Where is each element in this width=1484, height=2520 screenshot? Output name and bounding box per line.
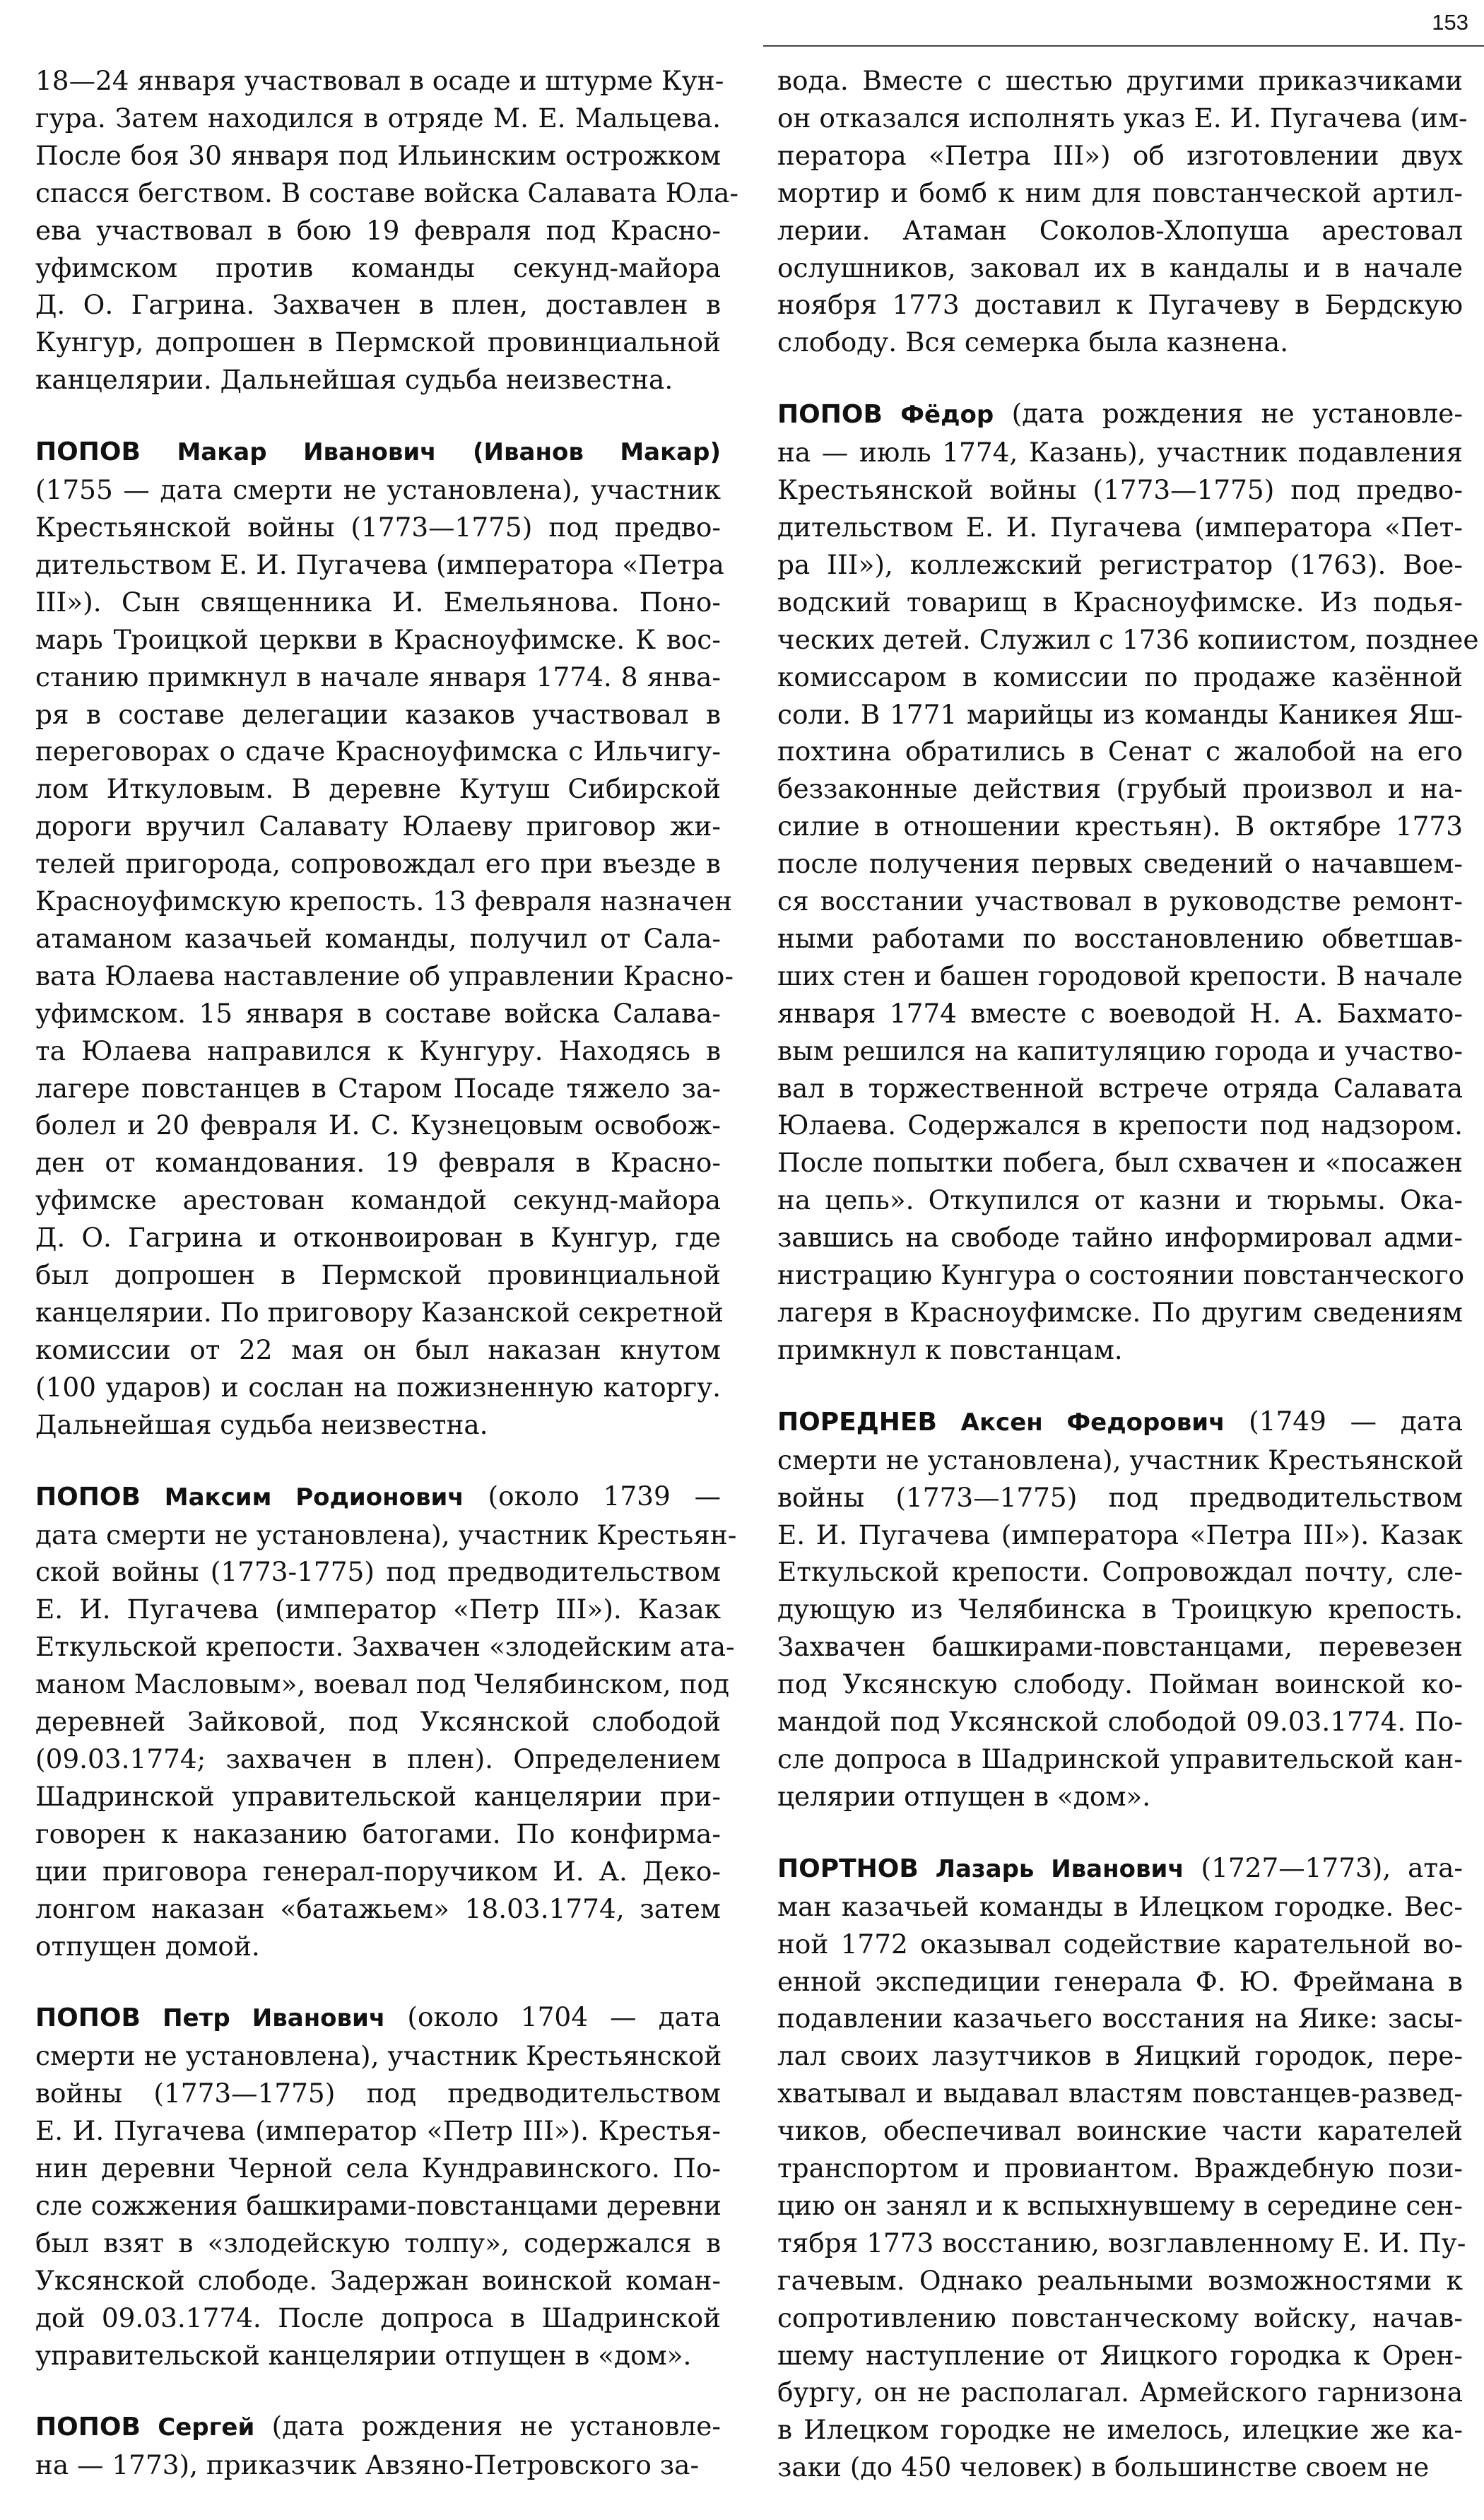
entry-given-name: Аксен Федорович [960, 1408, 1225, 1437]
text-line: подавлении казачьего восстания на Яике: засы- [777, 2003, 1463, 2035]
text-line: был взят в «злодейскую толпу», содержался в [35, 2227, 721, 2259]
text-line: После попытки побега, был схвачен и «посажен [777, 1147, 1463, 1179]
text-line: лагеря в Красноуфимске. По другим сведениям [777, 1297, 1463, 1328]
text-line: ческих детей. Служил с 1736 копиистом, позднее [777, 623, 1479, 655]
text-line: соли. В 1771 марийцы из команды Каникея Яш- [777, 698, 1463, 730]
text-line: 18—24 января участвовал в осаде и штурме Кун- [35, 65, 724, 96]
text-line: ман казачьей команды в Илецком городке. Вес- [777, 1890, 1463, 1922]
text-line: вым решился на капитуляцию города и участво- [777, 1035, 1463, 1066]
entry-text: (дата рождения не установле- [254, 2410, 722, 2442]
text-line: Крестьянской войны (1773—1775) под предво- [35, 511, 721, 543]
text-line: войны (1773—1775) под предводительством [35, 2078, 721, 2109]
text-line: беззаконные действия (грубый произвол и на- [777, 773, 1463, 805]
text-line: болел и 20 февраля И. С. Кузнецовым освобож- [35, 1109, 721, 1141]
text-line: на — 1773), приказчик Авзяно-Петровского за- [35, 2449, 700, 2481]
dictionary-entry [35, 432, 734, 1443]
text-line: вода. Вместе с шестью другими приказчиками [777, 65, 1463, 96]
text-line: дороги вручил Салавату Юлаеву приговор жи- [35, 811, 721, 842]
text-line: мортир и бомб к ним для повстанческой артил- [777, 177, 1463, 208]
entry-surname: ПОРТНОВ [777, 1854, 919, 1883]
text-line: слободу. Вся семерка была казнена. [777, 326, 1289, 358]
text-line: Д. О. Гагрина и отконвоирован в Кунгур, где [35, 1222, 721, 1254]
entry-given-name: Лазарь Иванович [935, 1854, 1184, 1883]
text-line: цию он занял и к вспыхнувшему в середине сен- [777, 2189, 1463, 2221]
text-line: (100 ударов) и сослан на пожизненную каторгу. [35, 1371, 721, 1403]
text-line: ших стен и башен городовой крепости. В начале [777, 960, 1463, 991]
entry-text: (дата рождения не установле- [994, 398, 1464, 430]
text-line: смерти не установлена), участник Крестьянской [35, 2040, 722, 2072]
text-line: чиков, обеспечивал воинские части карателей [777, 2115, 1463, 2147]
text-line: уфимском. 15 января в составе войска Салава- [35, 997, 721, 1029]
text-line: канцелярии. По приговору Казанской секретной [35, 1297, 724, 1328]
entry-surname: ПОПОВ [35, 2003, 141, 2033]
text-line: ослушников, заковал их в кандалы и в начале [777, 252, 1463, 283]
dictionary-entry [777, 1403, 1463, 1815]
entry-surname: ПОПОВ [35, 437, 141, 467]
text-line: хватывал и выдавал властям повстанцев-развед- [777, 2078, 1463, 2109]
entry-heading-line [35, 1998, 721, 2037]
dictionary-entry [777, 395, 1479, 1369]
text-line: уфимском против команды секунд-майора [35, 252, 721, 283]
text-line: нин деревни Черной села Кундравинского. По- [35, 2153, 721, 2184]
text-line: ря в составе делегации казаков участвовал в [35, 698, 721, 730]
header-rule [763, 45, 1484, 47]
entry-surname: ПОПОВ [35, 1482, 141, 1512]
text-line: ператора «Петра III») об изготовлении двух [777, 139, 1463, 171]
text-line: сле сожжения башкирами-повстанцами деревни [35, 2189, 722, 2221]
text-line: Крестьянской войны (1773—1775) под предво- [777, 474, 1463, 506]
text-line: енной экспедиции генерала Ф. Ю. Фреймана в [777, 1965, 1463, 1997]
text-line: ева участвовал в бою 19 февраля под Красно- [35, 214, 721, 246]
entry-surname: ПОПОВ [35, 2413, 141, 2442]
text-line: Красноуфимскую крепость. 13 февраля назначен [35, 885, 733, 917]
entry-text: (1727—1773), ата- [1184, 1851, 1463, 1883]
entry-heading-line [777, 395, 1463, 434]
entry-heading-line [35, 1478, 721, 1517]
right-column [777, 62, 1479, 2520]
text-line: гура. Затем находился в отряде М. Е. Мальцева. [35, 102, 721, 134]
text-line: сопротивлению повстанческому войску, начав- [777, 2302, 1463, 2333]
text-line: вата Юлаева наставление об управлении Красно- [35, 960, 734, 991]
text-line: в Илецком городке не имелось, илецкие же ка- [777, 2414, 1463, 2446]
text-line: ден от командования. 19 февраля в Красно- [35, 1147, 721, 1179]
text-line: сле допроса в Шадринской управительской кан- [777, 1743, 1463, 1774]
entry-heading-line [777, 1403, 1463, 1442]
text-line: шему наступление от Яицкого городка к Орен- [777, 2339, 1463, 2371]
text-line: атаманом казачьей команды, получил от Сала- [35, 922, 721, 954]
text-line: Уксянской слободе. Задержан воинской коман- [35, 2264, 721, 2296]
entry-continuation [35, 62, 738, 399]
text-line: похтина обратились в Сенат с жалобой на его [777, 736, 1463, 767]
entry-text: (около 1739 — [464, 1480, 721, 1512]
text-line: маном Масловым», воевал под Челябинском, под [35, 1668, 729, 1700]
text-line: Дальнейшая судьба неизвестна. [35, 1408, 488, 1440]
text-line: под Уксянскую слободу. Пойман воинской ко- [777, 1668, 1463, 1700]
text-line: лом Иткуловым. В деревне Кутуш Сибирской [35, 773, 721, 805]
text-line: ра III»), коллежский регистратор (1763). Вое- [777, 548, 1463, 580]
text-line: уфимске арестован командой секунд-майора [35, 1184, 721, 1216]
text-line: дата смерти не установлена), участник Крестьян- [35, 1519, 737, 1550]
entry-text: (1749 — дата [1225, 1405, 1464, 1437]
dictionary-entry [777, 1849, 1466, 2486]
text-line: дой 09.03.1774. После допроса в Шадринской [35, 2302, 721, 2333]
dictionary-entry [35, 2408, 721, 2484]
text-line: примкнул к повстанцам. [777, 1333, 1123, 1365]
text-line: комиссаром в комиссии по продаже казённой [777, 661, 1463, 693]
text-line: комиссии от 22 мая он был наказан кнутом [35, 1333, 721, 1365]
entry-given-name: Фёдор [900, 401, 994, 430]
text-line: ной 1772 оказывал содействие карательной во- [777, 1928, 1463, 1960]
text-line: силие в отношении крестьян). В октябре 1773 [777, 811, 1463, 842]
entry-surname: ПОРЕДНЕВ [777, 1407, 937, 1437]
text-line: деревней Зайковой, под Уксянской слободой [35, 1706, 721, 1738]
text-line: канцелярии. Дальнейшая судьба неизвестна. [35, 364, 673, 396]
text-line: заки (до 450 человек) в большинстве своем не [777, 2451, 1430, 2483]
text-line: та Юлаева направился к Кунгуру. Находясь в [35, 1035, 721, 1066]
text-line: после получения первых сведений о начавшем- [777, 848, 1463, 880]
text-line: Еткульской крепости. Сопровождал почту, сле- [777, 1556, 1463, 1588]
text-line: лал своих лазутчиков в Яицкий городок, пере- [777, 2040, 1463, 2072]
entry-surname: ПОПОВ [777, 400, 883, 430]
text-line: Шадринской управительской канцелярии при- [35, 1780, 721, 1812]
text-line: Е. И. Пугачева (император «Петр III»). Крестья- [35, 2115, 721, 2147]
page-number: 153 [1432, 10, 1468, 35]
text-line: лагере повстанцев в Старом Посаде тяжело за- [35, 1072, 721, 1104]
text-line: был допрошен в Пермской провинциальной [35, 1259, 721, 1291]
text-line: Е. И. Пугачева (императора «Петра III»). Казак [777, 1519, 1463, 1550]
text-line: ными работами по восстановлению обветшав- [777, 922, 1463, 954]
entry-given-name: Сергей [158, 2413, 255, 2442]
entry-heading-line [35, 432, 721, 471]
dictionary-entry [35, 1998, 721, 2374]
text-line: он отказался исполнять указ Е. И. Пугачева (им- [777, 102, 1468, 134]
text-line: дительством Е. И. Пугачева (императора «Пет- [777, 511, 1463, 543]
entry-given-name: Максим Родионович [164, 1483, 464, 1512]
dictionary-entry [35, 1478, 737, 1965]
text-line: транспортом и провиантом. Враждебную пози- [777, 2153, 1463, 2184]
text-line: ся восстании участвовал в руководстве ремонт- [777, 885, 1463, 917]
text-line: января 1774 вместе с воеводой Н. А. Бахмато- [777, 997, 1463, 1029]
text-line: войны (1773—1775) под предводительством [777, 1481, 1463, 1513]
entry-heading-line [777, 1849, 1463, 1888]
text-line: Юлаева. Содержался в крепости под надзором. [777, 1109, 1463, 1141]
text-line: После боя 30 января под Ильинским острожком [35, 139, 721, 171]
text-line: Кунгур, допрошен в Пермской провинциальной [35, 326, 721, 358]
text-line: марь Троицкой церкви в Красноуфимске. К вос- [35, 623, 721, 655]
text-line: Еткульской крепости. Захвачен «злодейским ата- [35, 1631, 735, 1663]
text-line: телей пригорода, сопровождал его при въезде в [35, 848, 721, 880]
text-line: управительской канцелярии отпущен в «дом». [35, 2339, 692, 2371]
text-line: дительством Е. И. Пугачева (императора «Петра [35, 548, 724, 580]
entry-text: (около 1704 — дата [385, 2001, 722, 2033]
text-line: смерти не установлена), участник Крестьянской [777, 1444, 1464, 1476]
text-line: (1755 — дата смерти не установлена), участник [35, 474, 721, 506]
text-line: нистрацию Кунгура о состоянии повстанческого [777, 1259, 1464, 1291]
text-line: дующую из Челябинска в Троицкую крепость. [777, 1594, 1463, 1625]
text-line: мандой под Уксянской слободой 09.03.1774. По- [777, 1706, 1463, 1738]
entry-given-name: Петр Иванович [163, 2004, 386, 2033]
text-line: Е. И. Пугачева (император «Петр III»). Казак [35, 1594, 721, 1625]
text-line: на — июль 1774, Казань), участник подавления [777, 437, 1463, 469]
text-line: вал в торжественной встрече отряда Салавата [777, 1072, 1463, 1104]
text-line: переговорах о сдаче Красноуфимска с Ильчигу- [35, 736, 721, 767]
text-line: тября 1773 восстанию, возглавленному Е. И. Пу- [777, 2227, 1466, 2259]
text-line: ции приговора генерал-поручиком И. А. Деко- [35, 1855, 721, 1887]
text-line: Захвачен башкирами-повстанцами, перевезен [777, 1631, 1463, 1663]
text-line: отпущен домой. [35, 1930, 260, 1962]
text-line: гачевым. Однако реальными возможностями к [777, 2264, 1463, 2296]
text-line: спасся бегством. В составе войска Салавата Юла- [35, 177, 738, 208]
text-line: ноября 1773 доставил к Пугачеву в Бердскую [777, 289, 1463, 321]
text-line: лерии. Атаман Соколов-Хлопуша арестовал [777, 214, 1463, 246]
text-line: станию примкнул в начале января 1774. 8 янва- [35, 661, 721, 693]
text-line: говорен к наказанию батогами. По конфирма- [35, 1818, 721, 1849]
left-column [35, 62, 738, 2518]
text-line: водский товарищ в Красноуфимске. Из подья- [777, 586, 1463, 618]
entry-heading-line [35, 2408, 721, 2447]
entry-continuation [777, 62, 1468, 361]
text-line: III»). Сын священника И. Емельянова. Поно- [35, 586, 721, 618]
text-line: лонгом наказан «батажьем» 18.03.1774, затем [35, 1892, 721, 1924]
text-line: завшись на свободе тайно информировал адми- [777, 1222, 1463, 1254]
text-line: на цепь». Откупился от казни и тюрьмы. Ока- [777, 1184, 1463, 1216]
entry-given-name: Макар Иванович (Иванов Макар) [177, 438, 721, 467]
text-line: целярии отпущен в «дом». [777, 1780, 1151, 1812]
text-line: ской войны (1773-1775) под предводительством [35, 1556, 721, 1588]
text-line: Д. О. Гагрина. Захвачен в плен, доставлен в [35, 289, 721, 321]
text-line: (09.03.1774; захвачен в плен). Определением [35, 1743, 721, 1774]
text-line: бургу, он не располагал. Армейского гарнизона [777, 2377, 1463, 2408]
